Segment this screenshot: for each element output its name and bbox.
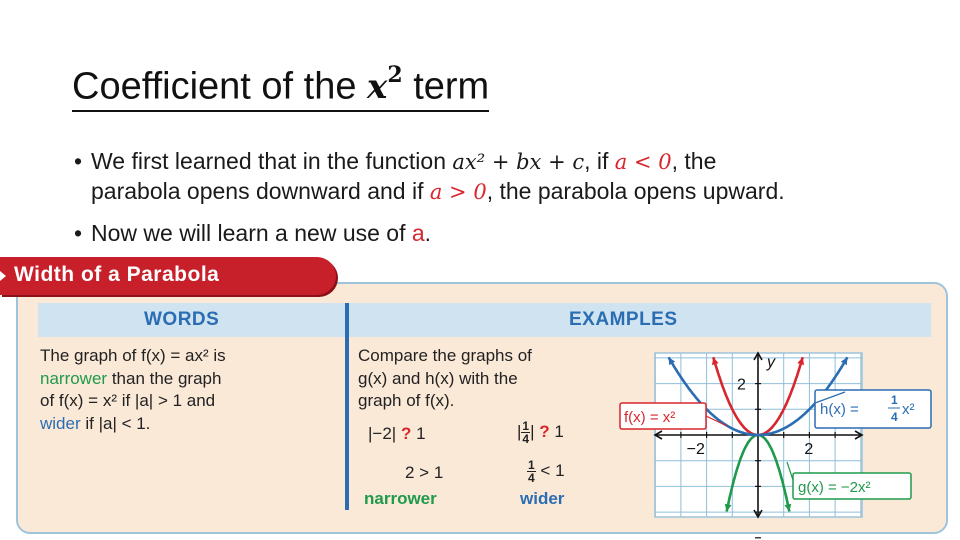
tick-label-2-x: 2 (804, 441, 814, 458)
bullet-dot: • (74, 220, 83, 246)
tick-label-neg2-x: −2 (686, 441, 705, 458)
title-math: $x^2$ (367, 62, 403, 108)
wider-label: wider (520, 489, 565, 508)
compare-right-abs: | $\frac{1}{4}$ | ? 1 (517, 419, 564, 446)
words-header-label: WORDS (144, 309, 220, 330)
bullet-dot: • (74, 148, 83, 174)
compare-right-result: $\frac{1}{4}$ < 1 (528, 458, 565, 485)
words-text: The graph of f(x) = ax² is narrower than the graph of f(x) = x² if |a| > 1 and wider if |a| < 1. (40, 346, 226, 433)
bullet-1-line-2: parabola opens downward and if a > 0, the parabola opens upward. (91, 178, 785, 204)
examples-text: Compare the graphs of g(x) and h(x) with the graph of f(x). (358, 346, 532, 410)
label-h: h(x) = (820, 401, 859, 418)
compare-left-abs: |−2| ? 1 (368, 424, 426, 443)
banner-label: Width of a Parabola (14, 263, 220, 286)
narrower-label: narrower (364, 489, 437, 508)
bullet-1-line-1: We first learned that in the function ax² + bx + c, if a < 0, the (91, 148, 717, 174)
label-g: g(x) = −2x² (798, 479, 871, 496)
tick-label-2-y: 2 (737, 376, 746, 394)
y-axis-label: y (767, 354, 775, 371)
title-suffix: term (402, 65, 490, 108)
compare-left-result: 2 > 1 (405, 463, 444, 482)
label-h-frac-den: 4 (891, 410, 898, 424)
label-h-frac-num: 1 (891, 393, 898, 407)
examples-header-label: EXAMPLES (569, 309, 678, 330)
label-h-tail: x² (902, 401, 915, 418)
label-f: f(x) = x² (624, 409, 676, 426)
title-text: Coefficient of the (72, 65, 368, 108)
